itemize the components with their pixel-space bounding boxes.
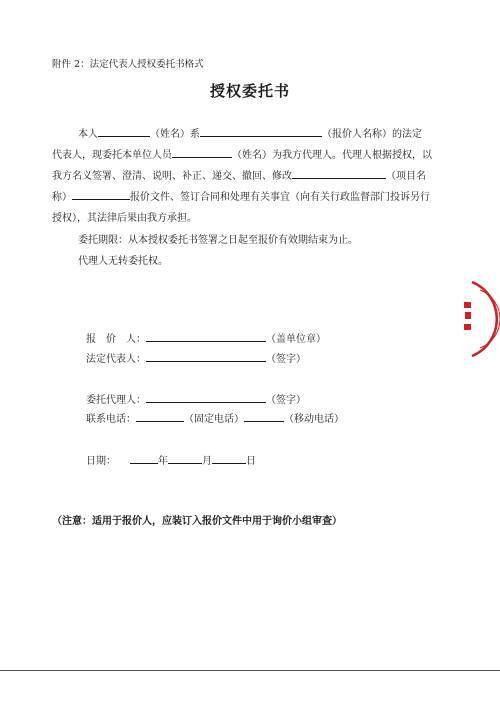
project-name-blank bbox=[292, 167, 386, 179]
no-delegate-text: 代理人无转委托权。 bbox=[78, 256, 168, 267]
year-blank bbox=[130, 452, 158, 464]
agent-name-blank bbox=[172, 146, 232, 158]
paragraph-end: 授权），其法律后果由我方承担。 bbox=[52, 213, 197, 224]
bidder-label: 报 价 人： bbox=[86, 334, 146, 345]
seal-glyph bbox=[464, 302, 471, 308]
text: 报价文件、签订合同和处理有关事宜（向有关行政监督部门投诉另行 bbox=[130, 192, 430, 203]
fixed-phone-note: （固定电话） bbox=[184, 414, 244, 425]
year-label: 年 bbox=[158, 456, 168, 467]
legal-rep-label: 法定代表人： bbox=[86, 354, 146, 365]
legal-rep-signature-blank bbox=[146, 350, 266, 362]
text: （报价人名称）的法定 bbox=[322, 129, 422, 140]
sign-note: （签字） bbox=[266, 395, 306, 406]
text: （姓名）为我方代理人。代理人根据授权，以 bbox=[232, 150, 432, 161]
text: 我方名义签署、澄清、说明、补正、递交、撤回、修改 bbox=[52, 171, 292, 182]
seal-glyph bbox=[465, 312, 471, 319]
text: （项目名 bbox=[386, 171, 426, 182]
text: 代表人，现委托本单位人员 bbox=[52, 150, 172, 161]
name-blank bbox=[98, 125, 150, 137]
seal-note: （盖单位章） bbox=[266, 334, 326, 345]
bidder-name-blank bbox=[200, 125, 322, 137]
term-text: 委托期限：从本授权委托书签署之日起至报价有效期结束为止。 bbox=[78, 235, 358, 246]
mobile-phone-note: （移动电话） bbox=[284, 414, 344, 425]
project-name-blank-2 bbox=[72, 188, 130, 200]
day-blank bbox=[212, 452, 246, 464]
text: 本人 bbox=[78, 129, 98, 140]
partial-seal-stamp bbox=[452, 278, 500, 360]
month-blank bbox=[168, 452, 202, 464]
usage-note: （注意：适用于报价人，应装订入报价文件中用于询价小组审查） bbox=[52, 516, 342, 527]
agent-label: 委托代理人： bbox=[86, 395, 146, 406]
day-label: 日 bbox=[246, 456, 256, 467]
sign-note: （签字） bbox=[266, 354, 306, 365]
document-title: 授权委托书 bbox=[209, 82, 290, 100]
attachment-label: 附件 2：法定代表人授权委托书格式 bbox=[52, 59, 204, 70]
text: （姓名）系 bbox=[150, 129, 200, 140]
fixed-phone-blank bbox=[136, 410, 184, 422]
date-label: 日期： bbox=[86, 456, 116, 467]
month-label: 月 bbox=[202, 456, 212, 467]
bidder-signature-blank bbox=[146, 330, 266, 342]
seal-glyph bbox=[464, 324, 471, 330]
agent-signature-blank bbox=[146, 391, 266, 403]
text: 称） bbox=[52, 192, 72, 203]
phone-label: 联系电话： bbox=[86, 414, 136, 425]
page-bottom-rule bbox=[0, 670, 500, 671]
mobile-phone-blank bbox=[244, 410, 284, 422]
seal-ring bbox=[472, 282, 497, 356]
